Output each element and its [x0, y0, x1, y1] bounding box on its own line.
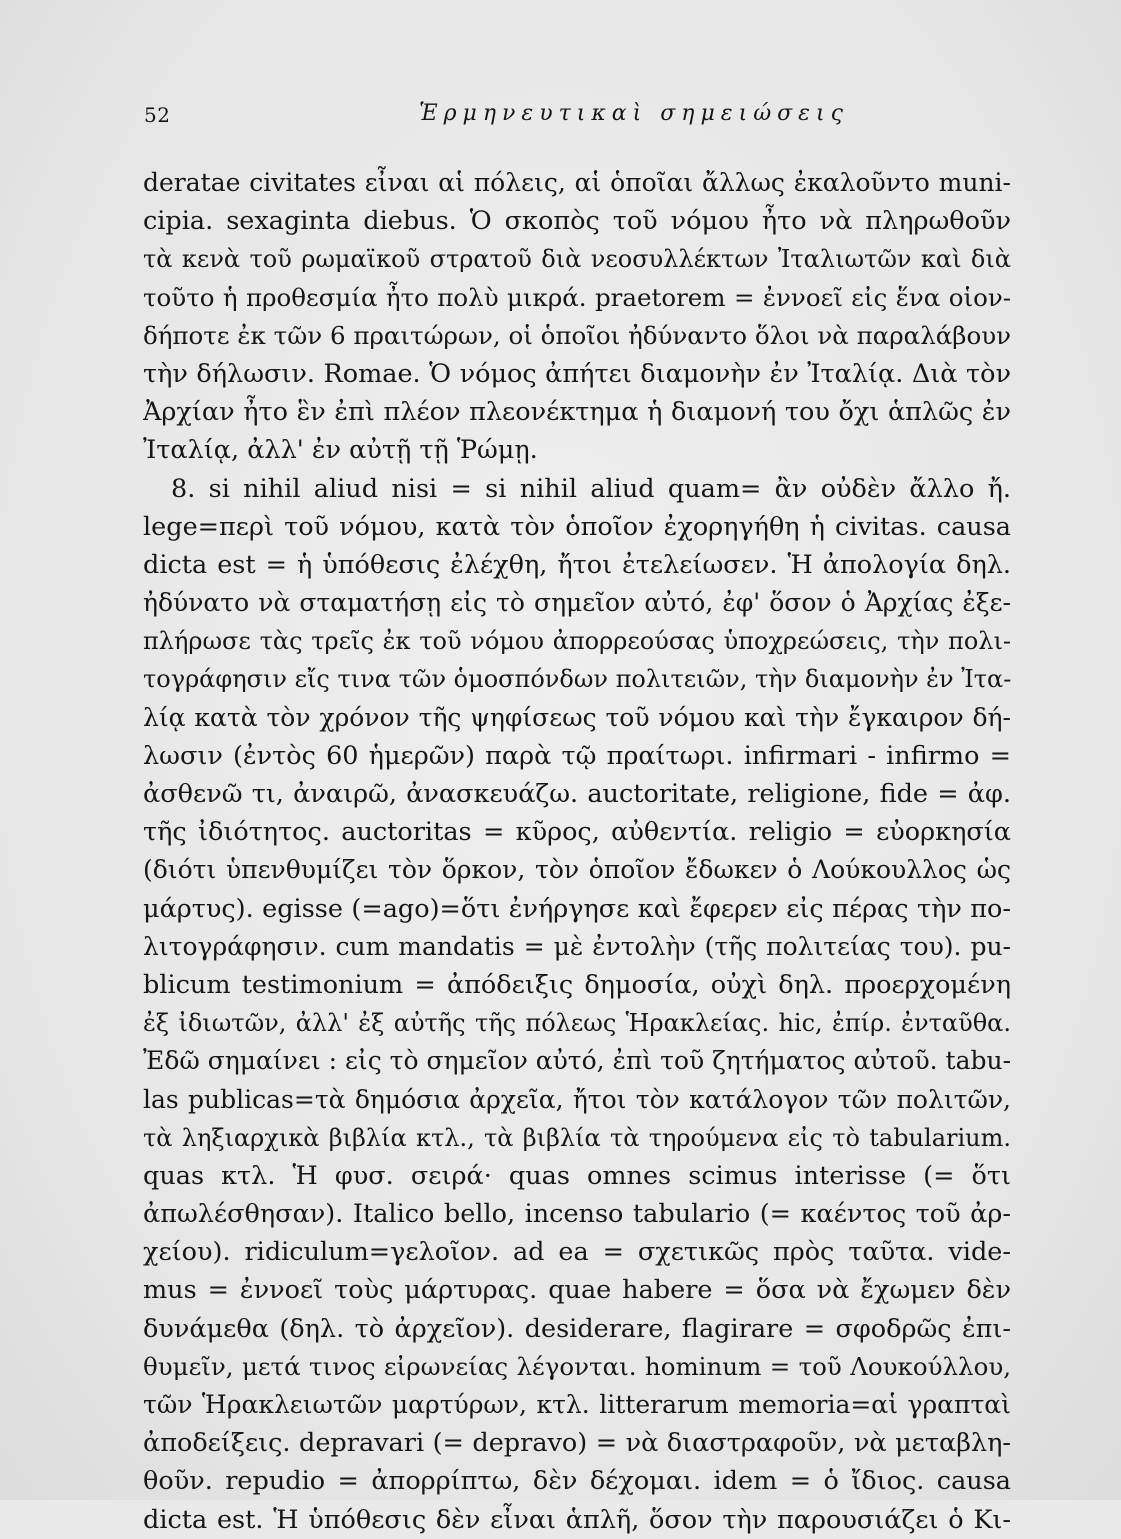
text-line: deratae civitates εἶναι αἱ πόλεις, αἱ ὁποῖαι ἄλλως ἐκαλοῦντο muni- [143, 168, 1011, 197]
text-line: μάρτυς). egisse (=ago)=ὅτι ἐνήργησε καὶ ἔφερεν εἰς πέρας τὴν πο- [143, 893, 1011, 924]
page-number: 52 [144, 103, 171, 127]
running-title: Ἑρμηνευτικαὶ σημειώσεις [419, 101, 849, 126]
page-header [144, 103, 1008, 133]
text-line: dicta est. Ἡ ὑπόθεσις δὲν εἶναι ἁπλῆ, ὅσον τὴν παρουσιάζει ὁ Κι- [143, 1504, 1011, 1535]
text-line: λίᾳ κατὰ τὸν χρόνον τῆς ψηφίσεως τοῦ νόμου καὶ τὴν ἔγκαιρον δή- [143, 702, 1011, 732]
text-line: λιτογράφησιν. cum mandatis = μὲ ἐντολὴν (τῆς πολιτείας του). pu- [143, 931, 1011, 961]
text-line: ἀποδείξεις. depravari (= depravo) = νὰ διαστραφοῦν, νὰ μεταβλη- [143, 1428, 1011, 1459]
text-line: Ἐδῶ σημαίνει : εἰς τὸ σημεῖον αὐτό, ἐπὶ τοῦ ζητήματος αὐτοῦ. tabu- [143, 1046, 1011, 1076]
text-line: dicta est = ἡ ὑπόθεσις ἐλέχθη, ἤτοι ἐτελείωσεν. Ἡ ἀπολογία δηλ. [143, 549, 1011, 580]
body-text [143, 164, 1011, 1539]
text-line: Ἀρχίαν ἦτο ἓν ἐπὶ πλέον πλεονέκτημα ἡ διαμονή του ὄχι ἁπλῶς ἐν [143, 397, 1011, 428]
text-line: lege=περὶ τοῦ νόμου, κατὰ τὸν ὁποῖον ἐχορηγήθη ἡ civitas. causa [143, 511, 1011, 542]
text-line: 8. si nihil aliud nisi = si nihil aliud quam= ἂν οὐδὲν ἄλλο ἤ. [171, 473, 1011, 504]
text-line: Ἰταλίᾳ, ἀλλ' ἐν αὐτῇ τῇ Ῥώμῃ. [143, 435, 538, 466]
text-line: θυμεῖν, μετά τινος εἰρωνείας λέγονται. hominum = τοῦ Λουκούλλου, [143, 1351, 1011, 1381]
text-line: τὰ ληξιαρχικὰ βιβλία κτλ., τὰ βιβλία τὰ τηρούμενα εἰς τὸ tabularium. [143, 1123, 1011, 1152]
text-line: ἀσθενῶ τι, ἀναιρῶ, ἀνασκευάζω. auctoritate, religione, fide = ἀφ. [143, 779, 1011, 809]
text-line: θοῦν. repudio = ἀπορρίπτω, δὲν δέχομαι. idem = ὁ ἴδιος. causa [143, 1466, 1011, 1497]
text-line: δήποτε ἐκ τῶν 6 πραιτώρων, οἱ ὁποῖοι ἠδύναντο ὅλοι νὰ παραλάβουν [143, 320, 1011, 350]
text-line: ἐξ ἰδιωτῶν, ἀλλ' ἐξ αὐτῆς τῆς πόλεως Ἡρακλείας. hic, ἐπίρ. ἐνταῦθα. [143, 1009, 1011, 1038]
text-line: τῶν Ἡρακλειωτῶν μαρτύρων, κτλ. litterarum memoria=αἱ γραπταὶ [143, 1390, 1011, 1419]
text-line: las publicas=τὰ δημόσια ἀρχεῖα, ἤτοι τὸν κατάλογον τῶν πολιτῶν, [143, 1084, 1011, 1114]
text-line: ἠδύνατο νὰ σταματήσῃ εἰς τὸ σημεῖον αὐτό, ἐφ' ὅσον ὁ Ἀρχίας ἐξε- [143, 588, 1011, 618]
text-line: χείου). ridiculum=γελοῖον. ad ea = σχετικῶς πρὸς ταῦτα. vide- [143, 1237, 1011, 1268]
text-line: τοῦτο ἡ προθεσμία ἦτο πολὺ μικρά. praetorem = ἐννοεῖ εἰς ἕνα οἱον- [143, 282, 1011, 312]
text-line: cipia. sexaginta diebus. Ὁ σκοπὸς τοῦ νόμου ἦτο νὰ πληρωθοῦν [143, 206, 1011, 237]
text-line: τῆς ἰδιότητος. auctoritas = κῦρος, αὐθεντία. religio = εὐορκησία [143, 817, 1011, 848]
text-line: τὴν δήλωσιν. Romae. Ὁ νόμος ἀπήτει διαμονὴν ἐν Ἰταλίᾳ. Διὰ τὸν [143, 358, 1011, 389]
text-line: blicum testimonium = ἀπόδειξις δημοσία, οὐχὶ δηλ. προερχομένη [143, 969, 1011, 1000]
text-line: quas κτλ. Ἡ φυσ. σειρά· quas omnes scimus interisse (= ὅτι [143, 1160, 1011, 1191]
text-line: mus = ἐννοεῖ τοὺς μάρτυρας. quae habere = ὅσα νὰ ἔχωμεν δὲν [143, 1275, 1011, 1306]
text-line: ἀπωλέσθησαν). Italico bello, incenso tabulario (= καέντος τοῦ ἀρ- [143, 1199, 1011, 1230]
text-line: δυνάμεθα (δηλ. τὸ ἀρχεῖον). desiderare, flagirare = σφοδρῶς ἐπι- [143, 1313, 1011, 1344]
text-line: τὰ κενὰ τοῦ ρωμαϊκοῦ στρατοῦ διὰ νεοσυλλέκτων Ἰταλιωτῶν καὶ διὰ [143, 245, 1011, 274]
text-line: τογράφησιν εἴς τινα τῶν ὁμοσπόνδων πολιτειῶν, τὴν διαμονὴν ἐν Ἰτα- [143, 665, 1011, 694]
text-line: (διότι ὑπενθυμίζει τὸν ὅρκον, τὸν ὁποῖον ἔδωκεν ὁ Λούκουλλος ὡς [143, 855, 1011, 885]
text-line: πλήρωσε τὰς τρεῖς ἐκ τοῦ νόμου ἀπορρεούσας ὑποχρεώσεις, τὴν πολι- [143, 627, 1011, 656]
text-line: λωσιν (ἐντὸς 60 ἡμερῶν) παρὰ τῷ πραίτωρι. infirmari - infirmo = [143, 740, 1011, 771]
